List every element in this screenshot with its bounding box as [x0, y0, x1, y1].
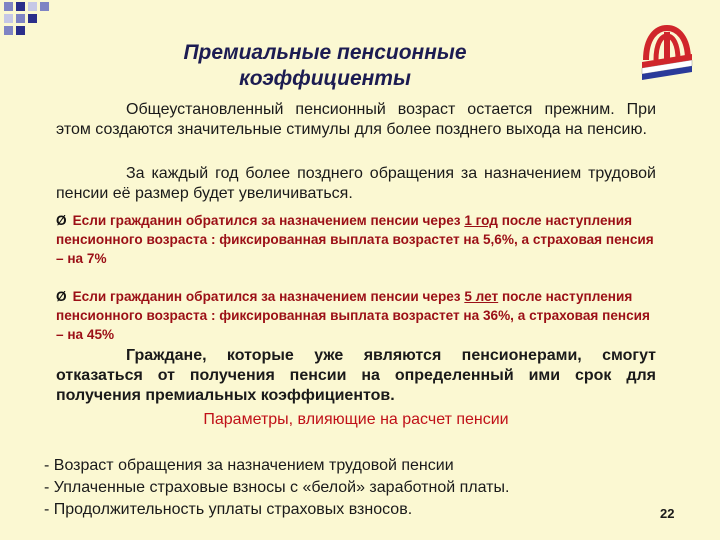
list-item: - Уплаченные страховые взносы с «белой» заработной платы. [44, 479, 510, 496]
bullet-period: 1 год [464, 213, 498, 228]
bullet-text-before: Если гражданин обратился за назначением пенсии через [72, 289, 465, 304]
bullet-text-after: после наступления пенсионного возраста : фиксированная выплата возрастет на 36%, а страховая пенсия – на 45% [56, 289, 650, 342]
params-heading: Параметры, влияющие на расчет пенсии [203, 411, 509, 428]
arrow-bullet-icon: Ø [56, 289, 67, 304]
slide-title [150, 40, 500, 92]
corner-decoration [0, 0, 60, 44]
paragraph-later-application: За каждый год более позднего обращения за назначением трудовой пенсии её размер будет увеличиваться. [56, 165, 656, 202]
bullet-five-years [56, 287, 656, 344]
bullet-period: 5 лет [464, 289, 499, 304]
paragraph-pensioners: Граждане, которые уже являются пенсионерами, смогут отказаться от получения пенсии на определенный ими срок для получения премиальных коэффициентов. [56, 347, 656, 404]
bullet-one-year [56, 211, 656, 268]
bullet-text-after: после наступления пенсионного возраста : фиксированная выплата возрастет на 5,6%, а страховая пенсия – на 7% [56, 213, 654, 266]
params-list [44, 455, 664, 521]
bullet-text-before: Если гражданин обратился за назначением пенсии через [72, 213, 465, 228]
list-item: - Возраст обращения за назначением трудовой пенсии [44, 457, 454, 474]
paragraph-retirement-age: Общеустановленный пенсионный возраст остается прежним. При этом создаются значительные стимулы для более позднего выхода на пенсию. [56, 101, 656, 138]
arrow-bullet-icon: Ø [56, 213, 67, 228]
list-item: - Продолжительность уплаты страховых взносов. [44, 501, 413, 518]
page-number: 22 [660, 506, 675, 521]
title-line-1: Премиальные пенсионные [183, 41, 467, 64]
title-line-2: коэффициенты [239, 67, 411, 90]
pfr-logo-icon [636, 20, 698, 82]
